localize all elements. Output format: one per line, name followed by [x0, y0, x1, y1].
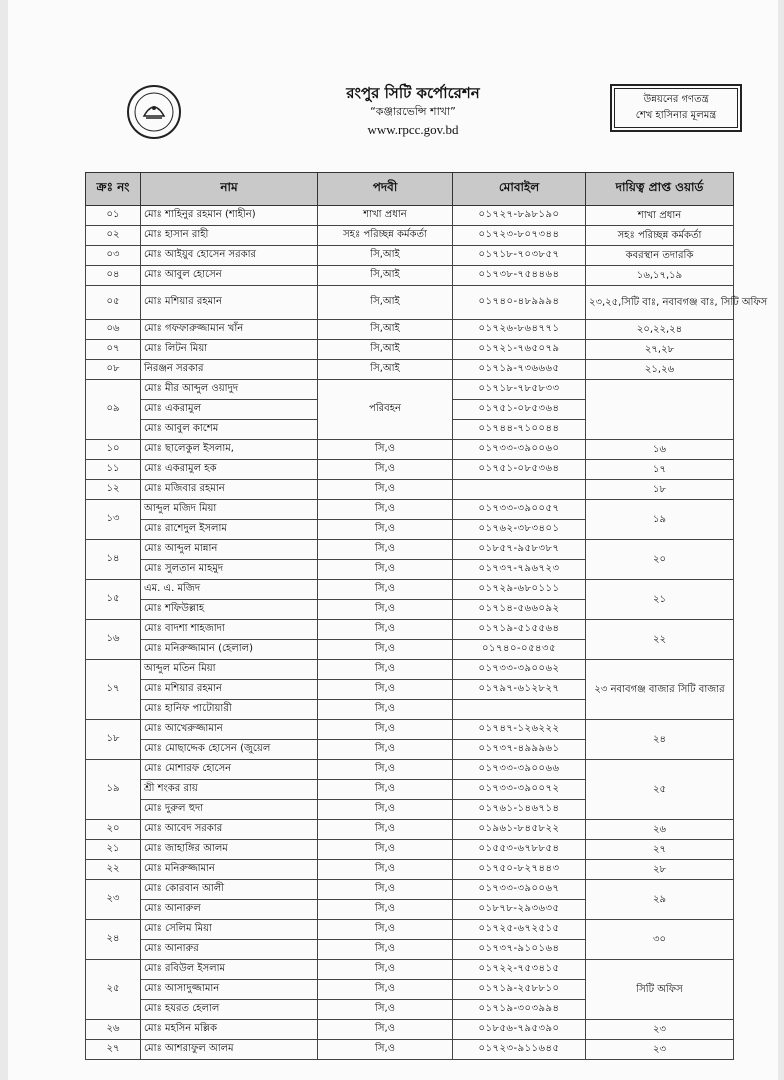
mobile-cell: ০১৭২১-৭৬৫০৭৯ [453, 340, 586, 360]
table-row [86, 860, 734, 880]
name-cell: মোঃ লিটন মিয়া [141, 340, 318, 360]
name-cell: মোঃ রবিউল ইসলাম [141, 960, 318, 980]
designation-cell: সি,আই [318, 246, 453, 266]
ward-cell: ২১,২৬ [586, 360, 734, 380]
designation-cell: সি,ও [318, 740, 453, 760]
designation-cell: সি,ও [318, 780, 453, 800]
city-corporation-seal [121, 84, 187, 140]
ward-cell: ২০ [586, 540, 734, 580]
table-row [86, 880, 734, 900]
name-cell: মোঃ সেলিম মিয়া [141, 920, 318, 940]
designation-cell: সি,আই [318, 266, 453, 286]
table-row [86, 266, 734, 286]
mobile-cell: ০১৭১৮-৭৮৫৮৩৩ [453, 380, 586, 400]
name-cell: মোঃ শফিউল্লাহ [141, 600, 318, 620]
name-cell: মোঃ সুলতান মাহমুদ [141, 560, 318, 580]
ward-cell: ২৩,২৫,সিটি বাঃ, নবাবগঞ্জ বাঃ, সিটি অফিস [586, 286, 734, 320]
mobile-cell: ০১৭৫১-০৮৫৩৬৪ [453, 400, 586, 420]
table-row [86, 820, 734, 840]
name-cell: মোঃ রাশেদুল ইসলাম [141, 520, 318, 540]
mobile-cell: ০১৭২৯-৬৮০১১১ [453, 580, 586, 600]
designation-cell: সি,ও [318, 840, 453, 860]
serial-cell: ১৩ [86, 500, 141, 540]
name-cell: মোঃ আইয়ুব হোসেন সরকার [141, 246, 318, 266]
table-row [86, 206, 734, 226]
serial-cell: ১৬ [86, 620, 141, 660]
designation-cell: সি,ও [318, 480, 453, 500]
designation-cell: সি,ও [318, 960, 453, 980]
designation-cell: সি,আই [318, 360, 453, 380]
ward-cell: ২৩ [586, 1020, 734, 1040]
mobile-cell: ০১৭৫১-০৮৫৩৬৪ [453, 460, 586, 480]
ward-cell: কবরস্থান তদারকি [586, 246, 734, 266]
ward-cell: ২৮ [586, 860, 734, 880]
designation-cell: সি,ও [318, 660, 453, 680]
name-cell: মোঃ আনারুর [141, 940, 318, 960]
mobile-cell: ০১৯৬১-৮৪৫৮২২ [453, 820, 586, 840]
designation-cell: সি,ও [318, 580, 453, 600]
motto-box [610, 84, 742, 132]
mobile-cell: ০১৭৪০-৪৮৯৯৯৪ [453, 286, 586, 320]
organization-name: রংপুর সিটি কর্পোরেশন [346, 84, 480, 102]
designation-cell: সি,ও [318, 820, 453, 840]
mobile-cell: ০১৭৩৭-৯১০১৬৪ [453, 940, 586, 960]
motto-line-2: শেখ হাসিনার মূলমন্ত্র [635, 110, 717, 121]
name-cell: মোঃ আখেরুজ্জামান [141, 720, 318, 740]
name-cell: মোঃ হযরত হেলাল [141, 1000, 318, 1020]
ward-cell: ১৭ [586, 460, 734, 480]
staff-roster-table [85, 172, 768, 1060]
header-name: নাম [141, 173, 318, 206]
mobile-cell: ০১৫৫৩-৬৭৮৮৫৪ [453, 840, 586, 860]
name-cell: আব্দুল মতিন মিয়া [141, 660, 318, 680]
name-cell: মোঃ জাহাঙ্গির আলম [141, 840, 318, 860]
name-cell: মোঃ আব্দুল মান্নান [141, 540, 318, 560]
serial-cell: ২৭ [86, 1040, 141, 1060]
designation-cell: সি,ও [318, 760, 453, 780]
name-cell: মোঃ ছালেকুল ইসলাম, [141, 440, 318, 460]
designation-cell: সি,ও [318, 460, 453, 480]
mobile-cell: ০১৭৩৮-৭৫৪৪৬৪ [453, 266, 586, 286]
ward-cell: ১৬,১৭,১৯ [586, 266, 734, 286]
name-cell: মোঃ আসাদুজ্জামান [141, 980, 318, 1000]
name-cell: মোঃ শাহিনুর রহমান (শাহীন) [141, 206, 318, 226]
name-cell: মোঃ মনিরুজ্জামান [141, 860, 318, 880]
serial-cell: ২০ [86, 820, 141, 840]
table-row [86, 920, 734, 940]
table-row [86, 1040, 734, 1060]
designation-cell: সহঃ পরিচ্ছন্ন কর্মকর্তা [318, 226, 453, 246]
designation-cell: শাখা প্রধান [318, 206, 453, 226]
serial-cell: ০৬ [86, 320, 141, 340]
serial-cell: ০১ [86, 206, 141, 226]
serial-cell: ২৬ [86, 1020, 141, 1040]
designation-cell: সি,ও [318, 880, 453, 900]
mobile-cell: ০১৭১৯-৫১৫৫৬৪ [453, 620, 586, 640]
table-row [86, 660, 734, 680]
ward-cell: ২৯ [586, 880, 734, 920]
mobile-cell: ০১৭১৮-৭০৩৮৫৭ [453, 246, 586, 266]
header-ward: দায়িত্ব প্রাপ্ত ওয়ার্ড [586, 173, 734, 206]
name-cell: মোঃ মোছাদ্দেক হোসেন (জুয়েল [141, 740, 318, 760]
table-row [86, 340, 734, 360]
designation-cell: সি,ও [318, 500, 453, 520]
ward-cell: ২২ [586, 620, 734, 660]
ward-cell: ১৬ [586, 440, 734, 460]
designation-cell: সি,ও [318, 560, 453, 580]
ward-cell: ৩০ [586, 920, 734, 960]
serial-cell: ০৩ [86, 246, 141, 266]
serial-cell: ২২ [86, 860, 141, 880]
ward-cell: ১৮ [586, 480, 734, 500]
mobile-cell: ০১৭৩৩-৩৯০০৬৬ [453, 760, 586, 780]
name-cell: মোঃ মহসিন মল্লিক [141, 1020, 318, 1040]
designation-cell: সি,ও [318, 940, 453, 960]
designation-cell: সি,আই [318, 286, 453, 320]
designation-cell: সি,ও [318, 640, 453, 660]
table-row [86, 580, 734, 600]
mobile-cell: ০১৭২৩-৯১১৬৪৫ [453, 1040, 586, 1060]
designation-cell: সি,ও [318, 520, 453, 540]
name-cell: মোঃ বাদশা শাহজাদা [141, 620, 318, 640]
table-row [86, 500, 734, 520]
mobile-cell [453, 480, 586, 500]
table-row [86, 1020, 734, 1040]
mobile-cell: ০১৭৫০-৮২৭৪৪৩ [453, 860, 586, 880]
ward-cell: ২৭ [586, 840, 734, 860]
serial-cell: ১৭ [86, 660, 141, 720]
ward-cell: সিটি অফিস [586, 960, 734, 1020]
mobile-cell: ০১৭৪০-০৫৪৩৫ [453, 640, 586, 660]
serial-cell: ০৭ [86, 340, 141, 360]
designation-cell: সি,ও [318, 620, 453, 640]
serial-cell: ২১ [86, 840, 141, 860]
mobile-cell: ০১৭৩৩-৩৯০০৬০ [453, 440, 586, 460]
name-cell: মোঃ গফফারুজ্জামান খাঁন [141, 320, 318, 340]
designation-cell: সি,ও [318, 920, 453, 940]
mobile-cell: ০১৭৪৪-৭১০০৪৪ [453, 420, 586, 440]
designation-cell: সি,ও [318, 540, 453, 560]
table-row [86, 360, 734, 380]
table-row [86, 226, 734, 246]
name-cell: মোঃ কোরবান আলী [141, 880, 318, 900]
name-cell: মোঃ আবেদ সরকার [141, 820, 318, 840]
serial-cell: ১১ [86, 460, 141, 480]
designation-cell: সি,আই [318, 340, 453, 360]
designation-cell: সি,ও [318, 800, 453, 820]
designation-cell: সি,ও [318, 980, 453, 1000]
table-body [86, 206, 768, 1060]
letterhead [308, 82, 518, 140]
ward-cell: ২০,২২,২৪ [586, 320, 734, 340]
mobile-cell: ০১৭৬২-৩৮৩৪০১ [453, 520, 586, 540]
serial-cell: ০২ [86, 226, 141, 246]
mobile-cell: ০১৮৫৬-৭৯৫৩৯০ [453, 1020, 586, 1040]
ward-cell [586, 380, 734, 440]
name-cell: মোঃ মজিবার রহমান [141, 480, 318, 500]
ward-cell: ২৩ [586, 1040, 734, 1060]
ward-cell: ২৬ [586, 820, 734, 840]
mobile-cell: ০১৭৩৭-৭৯৬৭২৩ [453, 560, 586, 580]
serial-cell: ০৯ [86, 380, 141, 440]
mobile-cell: ০১৭২৬-৮৬৪৭৭১ [453, 320, 586, 340]
ward-cell: ১৯ [586, 500, 734, 540]
mobile-cell: ০১৭২৭-৮৯৮১৯০ [453, 206, 586, 226]
mobile-cell: ০১৭২৫-৬৭২৫১৫ [453, 920, 586, 940]
mobile-cell: ০১৭২৩-৮০৭৩৪৪ [453, 226, 586, 246]
table-row [86, 760, 734, 780]
table-header-row [86, 173, 734, 206]
name-cell: নিরঞ্জন সরকার [141, 360, 318, 380]
serial-cell: ১৮ [86, 720, 141, 760]
name-cell: মোঃ আবুল হোসেন [141, 266, 318, 286]
name-cell: এম. এ. মজিদ [141, 580, 318, 600]
ward-cell: ২১ [586, 580, 734, 620]
serial-cell: ২৫ [86, 960, 141, 1020]
table-row [86, 380, 734, 400]
mobile-cell: ০১৭৬১-১৪৬৭১৪ [453, 800, 586, 820]
designation-cell: সি,ও [318, 700, 453, 720]
designation-cell: সি,ও [318, 720, 453, 740]
designation-cell: সি,ও [318, 440, 453, 460]
serial-cell: ২৩ [86, 880, 141, 920]
name-cell: মোঃ একরামুল [141, 400, 318, 420]
name-cell: মোঃ একরামুল হক [141, 460, 318, 480]
ward-cell: শাখা প্রধান [586, 206, 734, 226]
mobile-cell: ০১৭১৯-৩০৩৯৯৪ [453, 1000, 586, 1020]
name-cell: মোঃ মীর আব্দুল ওয়াদুদ [141, 380, 318, 400]
table-row [86, 960, 734, 980]
table-row [86, 286, 734, 320]
serial-cell: ০৮ [86, 360, 141, 380]
serial-cell: ০৪ [86, 266, 141, 286]
mobile-cell: ০১৭৩৩-৩৯০০৬২ [453, 660, 586, 680]
designation-cell: সি,ও [318, 1020, 453, 1040]
table-row [86, 320, 734, 340]
name-cell: মোঃ আশরাফুল আলম [141, 1040, 318, 1060]
mobile-cell: ০১৭৩৩-৩৯০০৬৭ [453, 880, 586, 900]
mobile-cell: ০১৭৪৭-১২৬২২২ [453, 720, 586, 740]
header-mobile: মোবাইল [453, 173, 586, 206]
mobile-cell: ০১৭১৪-৫৬৬০৯২ [453, 600, 586, 620]
designation-cell: সি,আই [318, 320, 453, 340]
name-cell: মোঃ মশিয়ার রহমান [141, 286, 318, 320]
mobile-cell: ০১৭৩৩-৩৯০০৭২ [453, 780, 586, 800]
serial-cell: ০৫ [86, 286, 141, 320]
designation-cell: সি,ও [318, 900, 453, 920]
serial-cell: ২৪ [86, 920, 141, 960]
serial-cell: ১৯ [86, 760, 141, 820]
branch-name: “কঞ্জারভেন্সি শাখা” [370, 105, 456, 118]
designation-cell: সি,ও [318, 1040, 453, 1060]
table-row [86, 620, 734, 640]
name-cell: মোঃ দুরুল হুদা [141, 800, 318, 820]
table-row [86, 480, 734, 500]
designation-cell: সি,ও [318, 860, 453, 880]
serial-cell: ১২ [86, 480, 141, 500]
serial-cell: ১০ [86, 440, 141, 460]
table-row [86, 720, 734, 740]
table-row [86, 840, 734, 860]
mobile-cell: ০১৭১৯-৭৩৬৬৬৫ [453, 360, 586, 380]
table-row [86, 440, 734, 460]
name-cell: মোঃ হানিফ পাটোয়ারী [141, 700, 318, 720]
name-cell: মোঃ মশিয়ার রহমান [141, 680, 318, 700]
designation-cell: পরিবহন [318, 380, 453, 440]
mobile-cell: ০১৭২২-৭৫৩৪১৫ [453, 960, 586, 980]
motto-line-1: উন্নয়নের গণতন্ত্র [643, 94, 709, 105]
serial-cell: ১৫ [86, 580, 141, 620]
serial-cell: ১৪ [86, 540, 141, 580]
website: www.rpcc.gov.bd [367, 122, 459, 137]
mobile-cell [453, 700, 586, 720]
table-row [86, 460, 734, 480]
ward-cell: ২৪ [586, 720, 734, 760]
header-serial: ক্রঃ নং [86, 173, 141, 206]
header-designation: পদবী [318, 173, 453, 206]
mobile-cell: ০১৭১৯-২৫৮৮১০ [453, 980, 586, 1000]
name-cell: শ্রী শংকর রায় [141, 780, 318, 800]
ward-cell: ২৫ [586, 760, 734, 820]
name-cell: মোঃ মনিরুজ্জামান (হেলাল) [141, 640, 318, 660]
designation-cell: সি,ও [318, 680, 453, 700]
mobile-cell: ০১৭৯৭-৬১২৮২৭ [453, 680, 586, 700]
ward-cell: ২৩ নবাবগঞ্জ বাজার সিটি বাজার [586, 660, 734, 720]
name-cell: আব্দুল মজিদ মিয়া [141, 500, 318, 520]
designation-cell: সি,ও [318, 600, 453, 620]
table-row [86, 540, 734, 560]
ward-cell: সহঃ পরিচ্ছন্ন কর্মকর্তা [586, 226, 734, 246]
name-cell: মোঃ আবুল কাশেম [141, 420, 318, 440]
mobile-cell: ০১৮৭৮-২৯৩৬৩৫ [453, 900, 586, 920]
name-cell: মোঃ হাসান রাহী [141, 226, 318, 246]
mobile-cell: ০১৭৩৭-৪৯৯৯৬১ [453, 740, 586, 760]
ward-cell: ২৭,২৮ [586, 340, 734, 360]
mobile-cell: ০১৭৩৩-৩৯০০৫৭ [453, 500, 586, 520]
name-cell: মোঃ আনারুল [141, 900, 318, 920]
designation-cell: সি,ও [318, 1000, 453, 1020]
table-row [86, 246, 734, 266]
name-cell: মোঃ মোশারফ হোসেন [141, 760, 318, 780]
mobile-cell: ০১৮৫৭-৯৫৮৩৮৭ [453, 540, 586, 560]
